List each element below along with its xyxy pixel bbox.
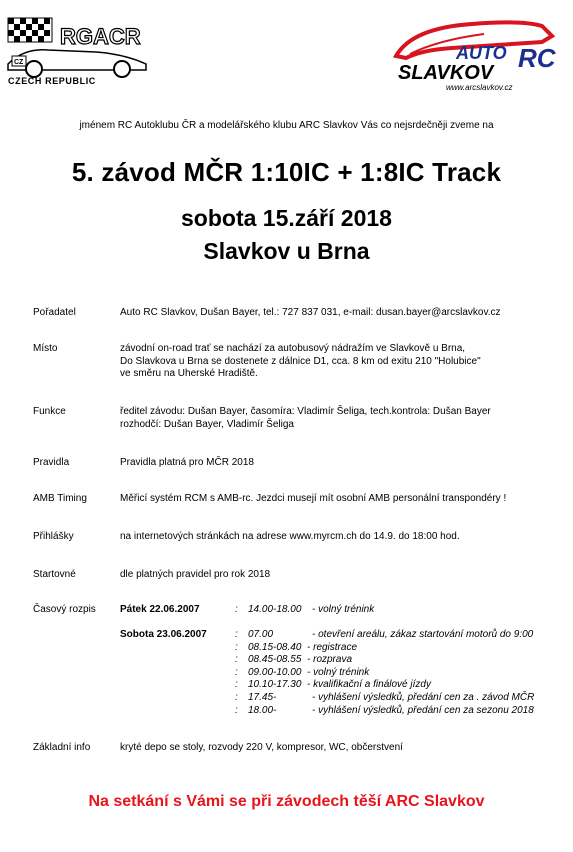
auto-rc-slavkov-logo — [392, 14, 562, 94]
svg-text:CZECH REPUBLIC: CZECH REPUBLIC — [8, 76, 96, 86]
row-value: Auto RC Slavkov, Dušan Bayer, tel.: 727 837 031, e-mail: dusan.bayer@arcslavkov.cz — [120, 307, 501, 318]
schedule-time: 14.00-18.00 — [248, 604, 302, 615]
row-label: Funkce — [33, 406, 66, 417]
schedule-time: 17.45- — [248, 692, 277, 703]
schedule-desc: - volný trénink — [312, 604, 375, 615]
schedule-colon: : — [235, 642, 238, 653]
row-value — [120, 343, 560, 381]
intro-text: jménem RC Autoklubu ČR a modelářského klubu ARC Slavkov Vás co nejsrdečněji zveme na — [79, 120, 494, 131]
row-value: kryté depo se stoly, rozvody 220 V, kompresor, WC, občerstvení — [120, 742, 403, 753]
svg-text:SLAVKOV: SLAVKOV — [398, 62, 494, 84]
event-title: 5. závod MČR 1:10IC + 1:8IC Track — [71, 157, 502, 187]
row-value: Měřicí systém RCM s AMB-rc. Jezdci musejí mít osobní AMB personální transpondéry ! — [120, 493, 507, 504]
row-value — [120, 406, 560, 431]
svg-text:www.arcslavkov.cz: www.arcslavkov.cz — [446, 83, 513, 92]
rgacr-logo — [4, 14, 152, 86]
row-label: Časový rozpis — [33, 604, 96, 615]
row-line: ředitel závodu: Dušan Bayer, časomíra: Vladimír Šeliga, tech.kontrola: Dušan Bayer — [120, 406, 491, 417]
row-label: Pravidla — [33, 457, 70, 468]
event-date: sobota 15.září 2018 — [181, 205, 392, 231]
row-line: závodní on-road trať se nachází za autobusový nádražím ve Slavkově u Brna, — [120, 343, 466, 354]
row-label: Startovné — [33, 569, 76, 580]
checkered-flag-icon — [8, 18, 52, 42]
schedule-colon: : — [235, 654, 238, 665]
row-line: rozhodčí: Dušan Bayer, Vladimír Šeliga — [120, 418, 294, 430]
svg-text:RC: RC — [518, 43, 556, 73]
svg-text:CZ: CZ — [14, 59, 24, 66]
event-place: Slavkov u Brna — [203, 238, 370, 264]
schedule-time: 09.00-10.00 — [248, 667, 302, 678]
schedule-colon: : — [235, 692, 238, 703]
schedule-desc: - volný trénink — [307, 667, 370, 678]
schedule-colon: : — [235, 629, 238, 640]
row-line: Do Slavkova u Brna se dostenete z dálnice D1, cca. 8 km od exitu 210 "Holubice" — [120, 355, 481, 367]
row-value: Pravidla platná pro MČR 2018 — [120, 457, 254, 468]
schedule-desc: - vyhlášení výsledků, předání cen za sezonu 2018 — [312, 705, 534, 716]
row-value: na internetových stránkách na adrese www.myrcm.ch do 14.9. do 18:00 hod. — [120, 531, 460, 542]
schedule-time: 10.10-17.30 — [248, 679, 302, 690]
closing-message: Na setkání s Vámi se při závodech těší ARC Slavkov — [88, 793, 485, 810]
schedule-time: 07.00 — [248, 629, 274, 640]
svg-text:RGACR: RGACR — [60, 24, 141, 49]
row-label: Pořadatel — [33, 307, 76, 318]
schedule-desc: - vyhlášení výsledků, předání cen za . závod MČR — [312, 692, 535, 703]
schedule-time: 18.00- — [248, 705, 277, 716]
row-value: dle platných pravidel pro rok 2018 — [120, 569, 271, 580]
schedule-colon: : — [235, 705, 238, 716]
row-line: ve směru na Uherské Hradiště. — [120, 368, 258, 379]
schedule-time: 08.15-08.40 — [248, 642, 302, 653]
schedule-desc: - otevření areálu, zákaz startování motorů do 9:00 — [312, 629, 534, 640]
schedule-colon: : — [235, 604, 238, 615]
row-label: Základní info — [33, 742, 91, 753]
schedule-desc: - kvalifikační a finálové jízdy — [307, 679, 431, 690]
row-label: AMB Timing — [33, 493, 87, 504]
schedule-time: 08.45-08.55 — [248, 654, 302, 665]
schedule-day-label: Pátek 22.06.2007 — [120, 604, 200, 615]
schedule-day-label: Sobota 23.06.2007 — [120, 629, 207, 640]
schedule-colon: : — [235, 667, 238, 678]
schedule-desc: - registrace — [307, 642, 358, 653]
schedule-desc: - rozprava — [307, 654, 353, 665]
row-label: Místo — [33, 343, 58, 354]
svg-text:AUTO: AUTO — [456, 43, 507, 63]
schedule-colon: : — [235, 679, 238, 690]
row-label: Přihlášky — [33, 531, 74, 542]
